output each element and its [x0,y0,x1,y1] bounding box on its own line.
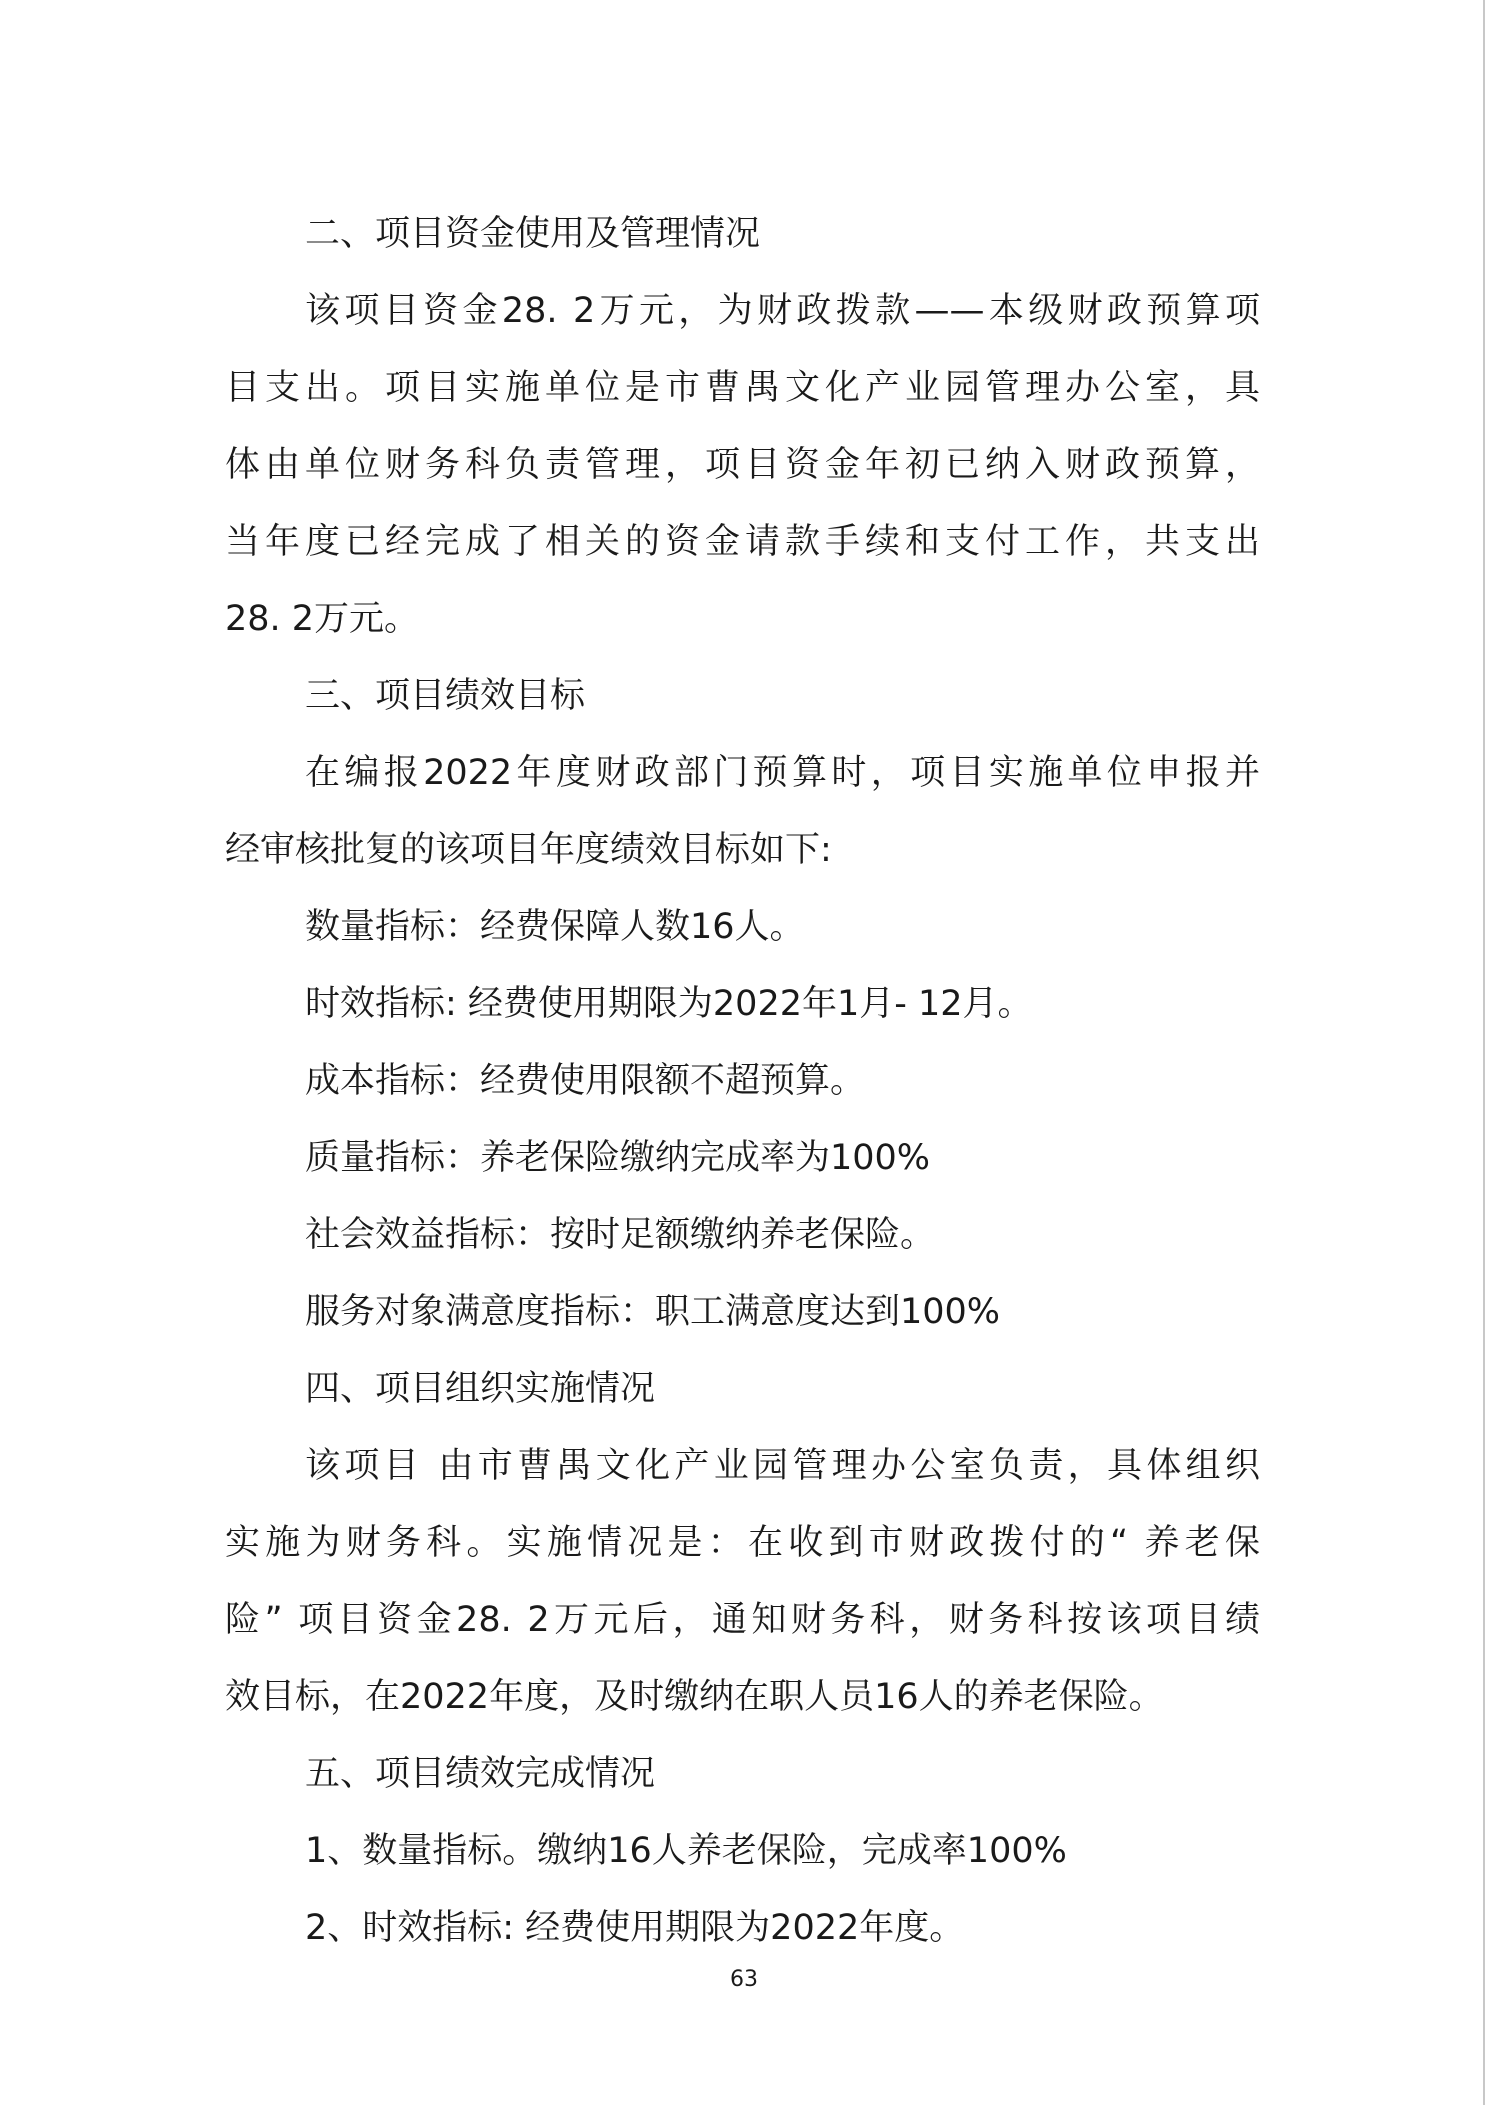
text-line: 社会效益指标：按时足额缴纳养老保险。 [305,1215,936,1255]
text-line: 28. 2万元。 [225,599,420,639]
text-line: 1、数量指标。缴纳16人养老保险，完成率100% [305,1831,1067,1871]
document-body [225,196,1260,1967]
text-line: 成本指标：经费使用限额不超预算。 [305,1061,866,1101]
text-line: 当年度已经完成了相关的资金请款手续和支付工作，共支出 [225,522,1260,562]
text-line: 体由单位财务科负责管理，项目资金年初已纳入财政预算， [225,445,1260,485]
text-line: 在编报2022年度财政部门预算时，项目实施单位申报并 [305,753,1260,793]
text-line: 五、项目绩效完成情况 [305,1754,656,1794]
text-line: 数量指标：经费保障人数16人。 [305,907,805,947]
text-line: 服务对象满意度指标：职工满意度达到100% [305,1292,1001,1332]
text-line: 质量指标：养老保险缴纳完成率为100% [305,1138,931,1178]
text-line: 该项目资金28. 2万元，为财政拨款——本级财政预算项 [305,291,1260,331]
text-line: 目支出。项目实施单位是市曹禺文化产业园管理办公室，具 [225,368,1260,408]
text-line: 实施为财务科。实施情况是：在收到市财政拨付的“ 养老保 [225,1523,1260,1563]
text-line: 三、项目绩效目标 [305,676,586,716]
text-line: 该项目 由市曹禺文化产业园管理办公室负责，具体组织 [305,1446,1260,1486]
text-line: 四、项目组织实施情况 [305,1369,656,1409]
text-line: 经审核批复的该项目年度绩效目标如下: [225,830,832,870]
text-line: 险” 项目资金28. 2万元后，通知财务科，财务科按该项目绩 [225,1600,1260,1640]
page-edge-rule [1483,0,1485,2105]
text-line: 效目标，在2022年度，及时缴纳在职人员16人的养老保险。 [225,1677,1164,1717]
text-line: 二、项目资金使用及管理情况 [305,214,761,254]
text-line: 时效指标: 经费使用期限为2022年1月- 12月。 [305,984,1033,1024]
text-line: 2、时效指标: 经费使用期限为2022年度。 [305,1908,965,1948]
page-number: 63 [730,1967,758,1992]
